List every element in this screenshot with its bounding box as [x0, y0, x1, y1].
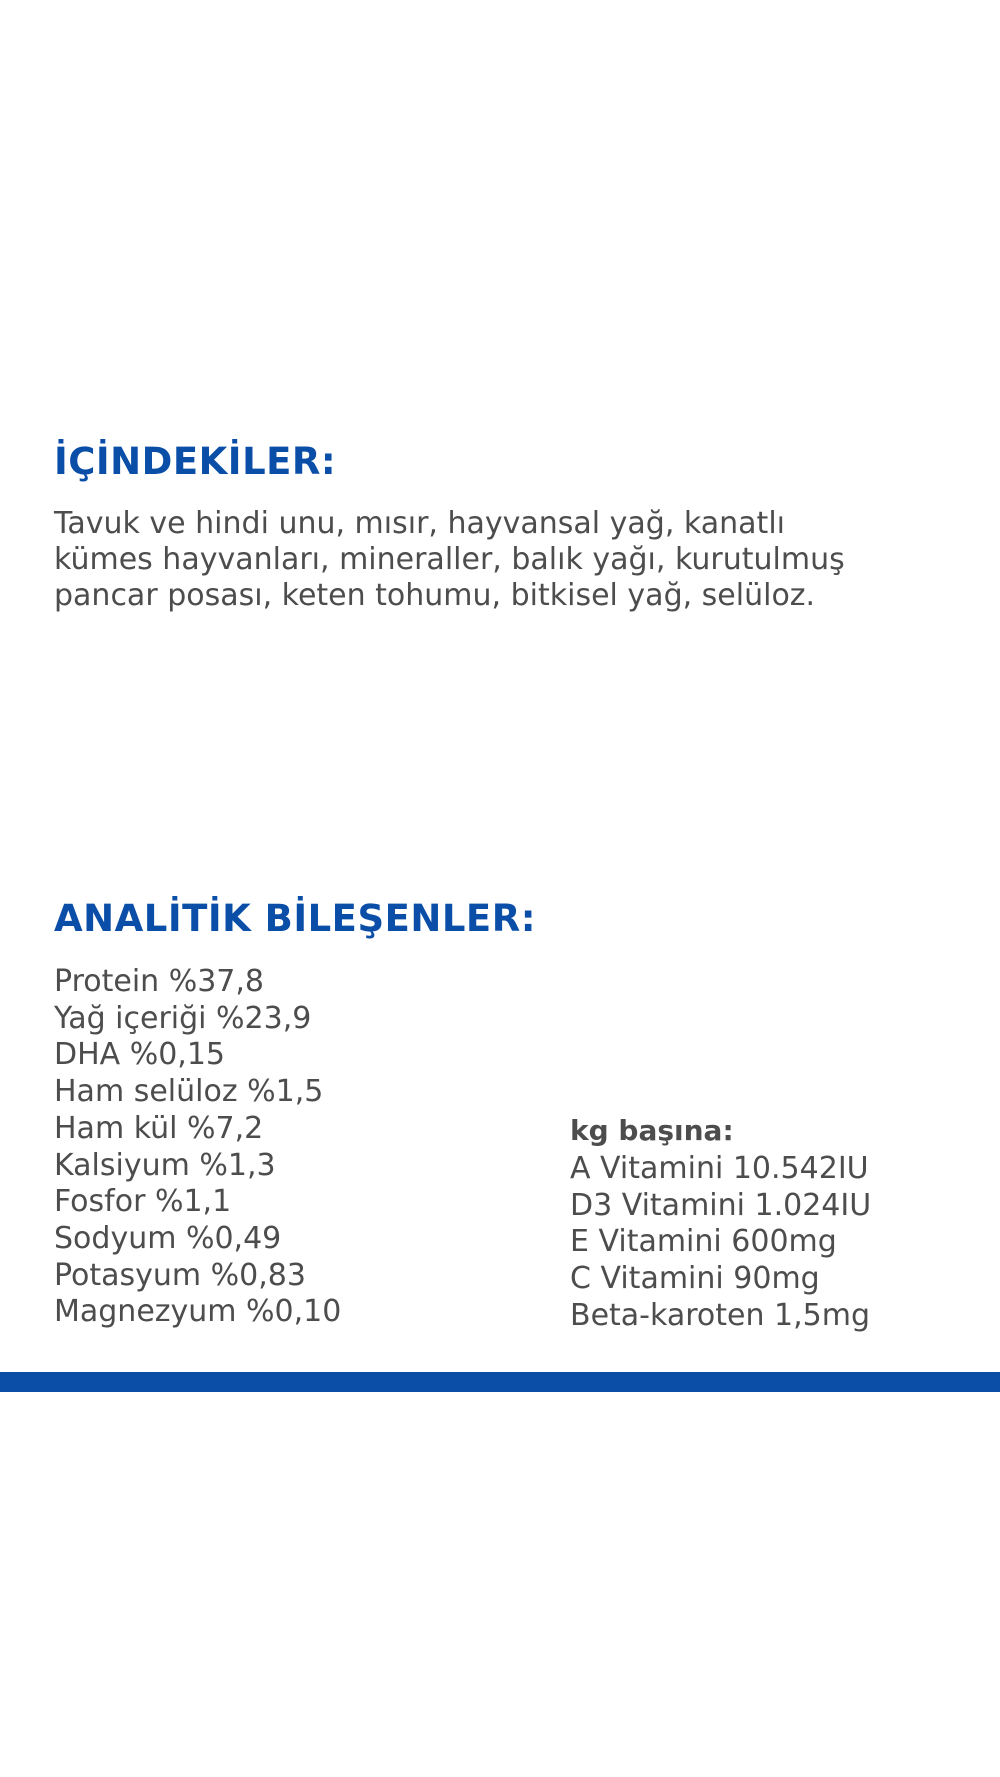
vitamin-list — [570, 1151, 871, 1335]
list-item: E Vitamini 600mg — [570, 1224, 837, 1260]
list-item: Potasyum %0,83 — [54, 1257, 306, 1293]
list-item: D3 Vitamini 1.024IU — [570, 1187, 872, 1223]
analytic-list — [54, 964, 341, 1331]
list-item: Yağ içeriği %23,9 — [54, 1000, 312, 1036]
per-kg-label: kg başına: — [570, 1114, 734, 1147]
ingredients-heading: İÇİNDEKİLER: — [54, 440, 337, 483]
list-item: Magnezyum %0,10 — [54, 1294, 342, 1330]
list-item: Ham selüloz %1,5 — [54, 1074, 324, 1110]
analytic-heading: ANALİTİK BİLEŞENLER: — [54, 897, 536, 940]
ingredients-line: pancar posası, keten tohumu, bitkisel yağ, selüloz. — [54, 578, 816, 613]
list-item: Ham kül %7,2 — [54, 1110, 264, 1146]
list-item: Fosfor %1,1 — [54, 1184, 232, 1220]
list-item: Sodyum %0,49 — [54, 1220, 282, 1256]
list-item: Kalsiyum %1,3 — [54, 1147, 276, 1183]
ingredients-text — [54, 506, 954, 614]
list-item: C Vitamini 90mg — [570, 1261, 820, 1297]
ingredients-line: kümes hayvanları, mineraller, balık yağı, kurutulmuş — [54, 542, 845, 577]
ingredients-line: Tavuk ve hindi unu, mısır, hayvansal yağ, kanatlı — [54, 506, 785, 541]
list-item: Protein %37,8 — [54, 964, 264, 999]
list-item: Beta-karoten 1,5mg — [570, 1297, 871, 1333]
blue-divider-band — [0, 1372, 1000, 1392]
list-item: DHA %0,15 — [54, 1037, 226, 1073]
list-item: A Vitamini 10.542IU — [570, 1151, 869, 1186]
